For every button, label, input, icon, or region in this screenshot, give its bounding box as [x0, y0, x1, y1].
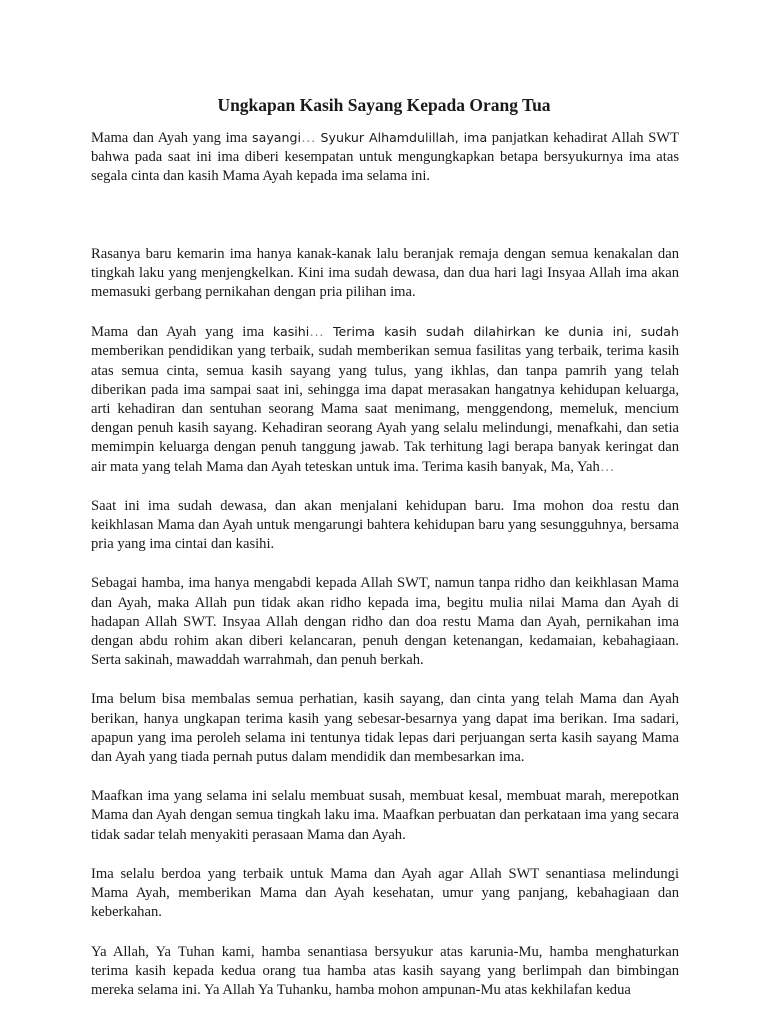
- paragraph-4: Saat ini ima sudah dewasa, dan akan menjalani kehidupan baru. Ima mohon doa restu dan keikhlasan Mama dan Ayah untuk mengarungi bahtera kehidupan baru yang sesungguhnya, bersama pria yang ima cintai dan kasihi.: [91, 497, 679, 553]
- paragraph-1: [91, 128, 679, 187]
- paragraph-3: [91, 322, 679, 477]
- paragraph-3-sans-tail: Terima kasih sudah dilahirkan ke dunia ini, sudah: [323, 324, 679, 340]
- paragraph-3-lead: Mama dan Ayah yang ima: [91, 324, 273, 341]
- paragraph-1-sans-word: sayangi: [252, 130, 301, 145]
- paragraph-1-sans-tail: Syukur Alhamdulillah, ima: [315, 130, 488, 145]
- paragraph-8: Ima selalu berdoa yang terbaik untuk Mama dan Ayah agar Allah SWT senantiasa melindungi Mama Ayah, memberikan Mama dan Ayah kesehatan, umur yang panjang, kebahagiaan dan keberkahan.: [91, 865, 679, 921]
- paragraph-2: Rasanya baru kemarin ima hanya kanak-kanak lalu beranjak remaja dengan semua kenakalan dan tingkah laku yang menjengkelkan. Kini ima sudah dewasa, dan dua hari lagi Insyaa Allah ima akan memasuki gerbang pernikahan dengan pria pilihan ima.: [91, 245, 679, 301]
- paragraph-6: Ima belum bisa membalas semua perhatian, kasih sayang, dan cinta yang telah Mama dan Ayah berikan, hanya ungkapan terima kasih yang sebesar-besarnya yang dapat ima berikan. Ima sadari, apapun yang ima peroleh selama ini tentunya tidak lepas dari perjuangan serta kasih sayang Mama dan Ayah yang tiada pernah putus dalam mendidik dan membesarkan ima.: [91, 691, 679, 766]
- paragraph-9: Ya Allah, Ya Tuhan kami, hamba senantiasa bersyukur atas karunia-Mu, hamba menghaturkan terima kasih kepada kedua orang tua hamba atas kasih sayang yang berlimpah dan bimbingan mereka selama ini. Ya Allah Ya Tuhanku, hamba mohon ampunan-Mu atas kekhilafan kedua: [91, 943, 679, 998]
- paragraph-7: Maafkan ima yang selama ini selalu membuat susah, membuat kesal, membuat marah, merepotkan Mama dan Ayah dengan semua tingkah laku ima. Maafkan perbuatan dan perkataan ima yang secara tidak sadar telah menyakiti perasaan Mama dan Ayah.: [91, 788, 679, 843]
- document-body: [91, 128, 679, 1000]
- ellipsis: …: [300, 130, 316, 146]
- ellipsis: …: [309, 324, 324, 341]
- paragraph-1-rest: panjatkan kehadirat Allah SWT bahwa pada saat ini ima diberi kesempatan untuk mengungkapkan betapa bersyukurnya ima atas segala cinta dan kasih Mama Ayah kepada ima selama ini.: [91, 130, 679, 185]
- ellipsis: …: [599, 458, 615, 475]
- paragraph-3-rest: memberikan pendidikan yang terbaik, sudah memberikan semua fasilitas yang terbaik, terima kasih atas semua cinta, semua kasih sayang yang tulus, yang ikhlas, dan tanpa pamrih yang telah diberikan pada ima sampai saat ini, sehingga ima dapat merasakan hangatnya kehidupan keluarga, arti kehadiran dan sentuhan seorang Mama saat menimang, menggendong, memeluk, mencium dengan penuh kasih sayang. Kehadiran seorang Ayah yang selalu melindungi, menafkahi, dan setia memimpin keluarga dengan penuh tanggung jawab. Tak terhitung lagi berapa banyak keringat dan air mata yang telah Mama dan Ayah teteskan untuk ima. Terima kasih banyak, Ma, Yah: [91, 343, 679, 475]
- paragraph-5: Sebagai hamba, ima hanya mengabdi kepada Allah SWT, namun tanpa ridho dan keikhlasan Mama dan Ayah, maka Allah pun tidak akan ridho kepada ima, begitu mulia nilai Mama dan Ayah di hadapan Allah SWT. Insyaa Allah dengan ridho dan doa restu Mama dan Ayah, pernikahan ima dengan abdu rohim akan diberi kelancaran, penuh dengan ketenangan, kedamaian, kebahagiaan. Serta sakinah, mawaddah warrahmah, dan penuh berkah.: [91, 575, 679, 669]
- document-title: Ungkapan Kasih Sayang Kepada Orang Tua: [217, 95, 551, 115]
- paragraph-1-lead: Mama dan Ayah yang ima: [91, 130, 253, 146]
- paragraph-3-sans-word: kasihi: [272, 324, 310, 340]
